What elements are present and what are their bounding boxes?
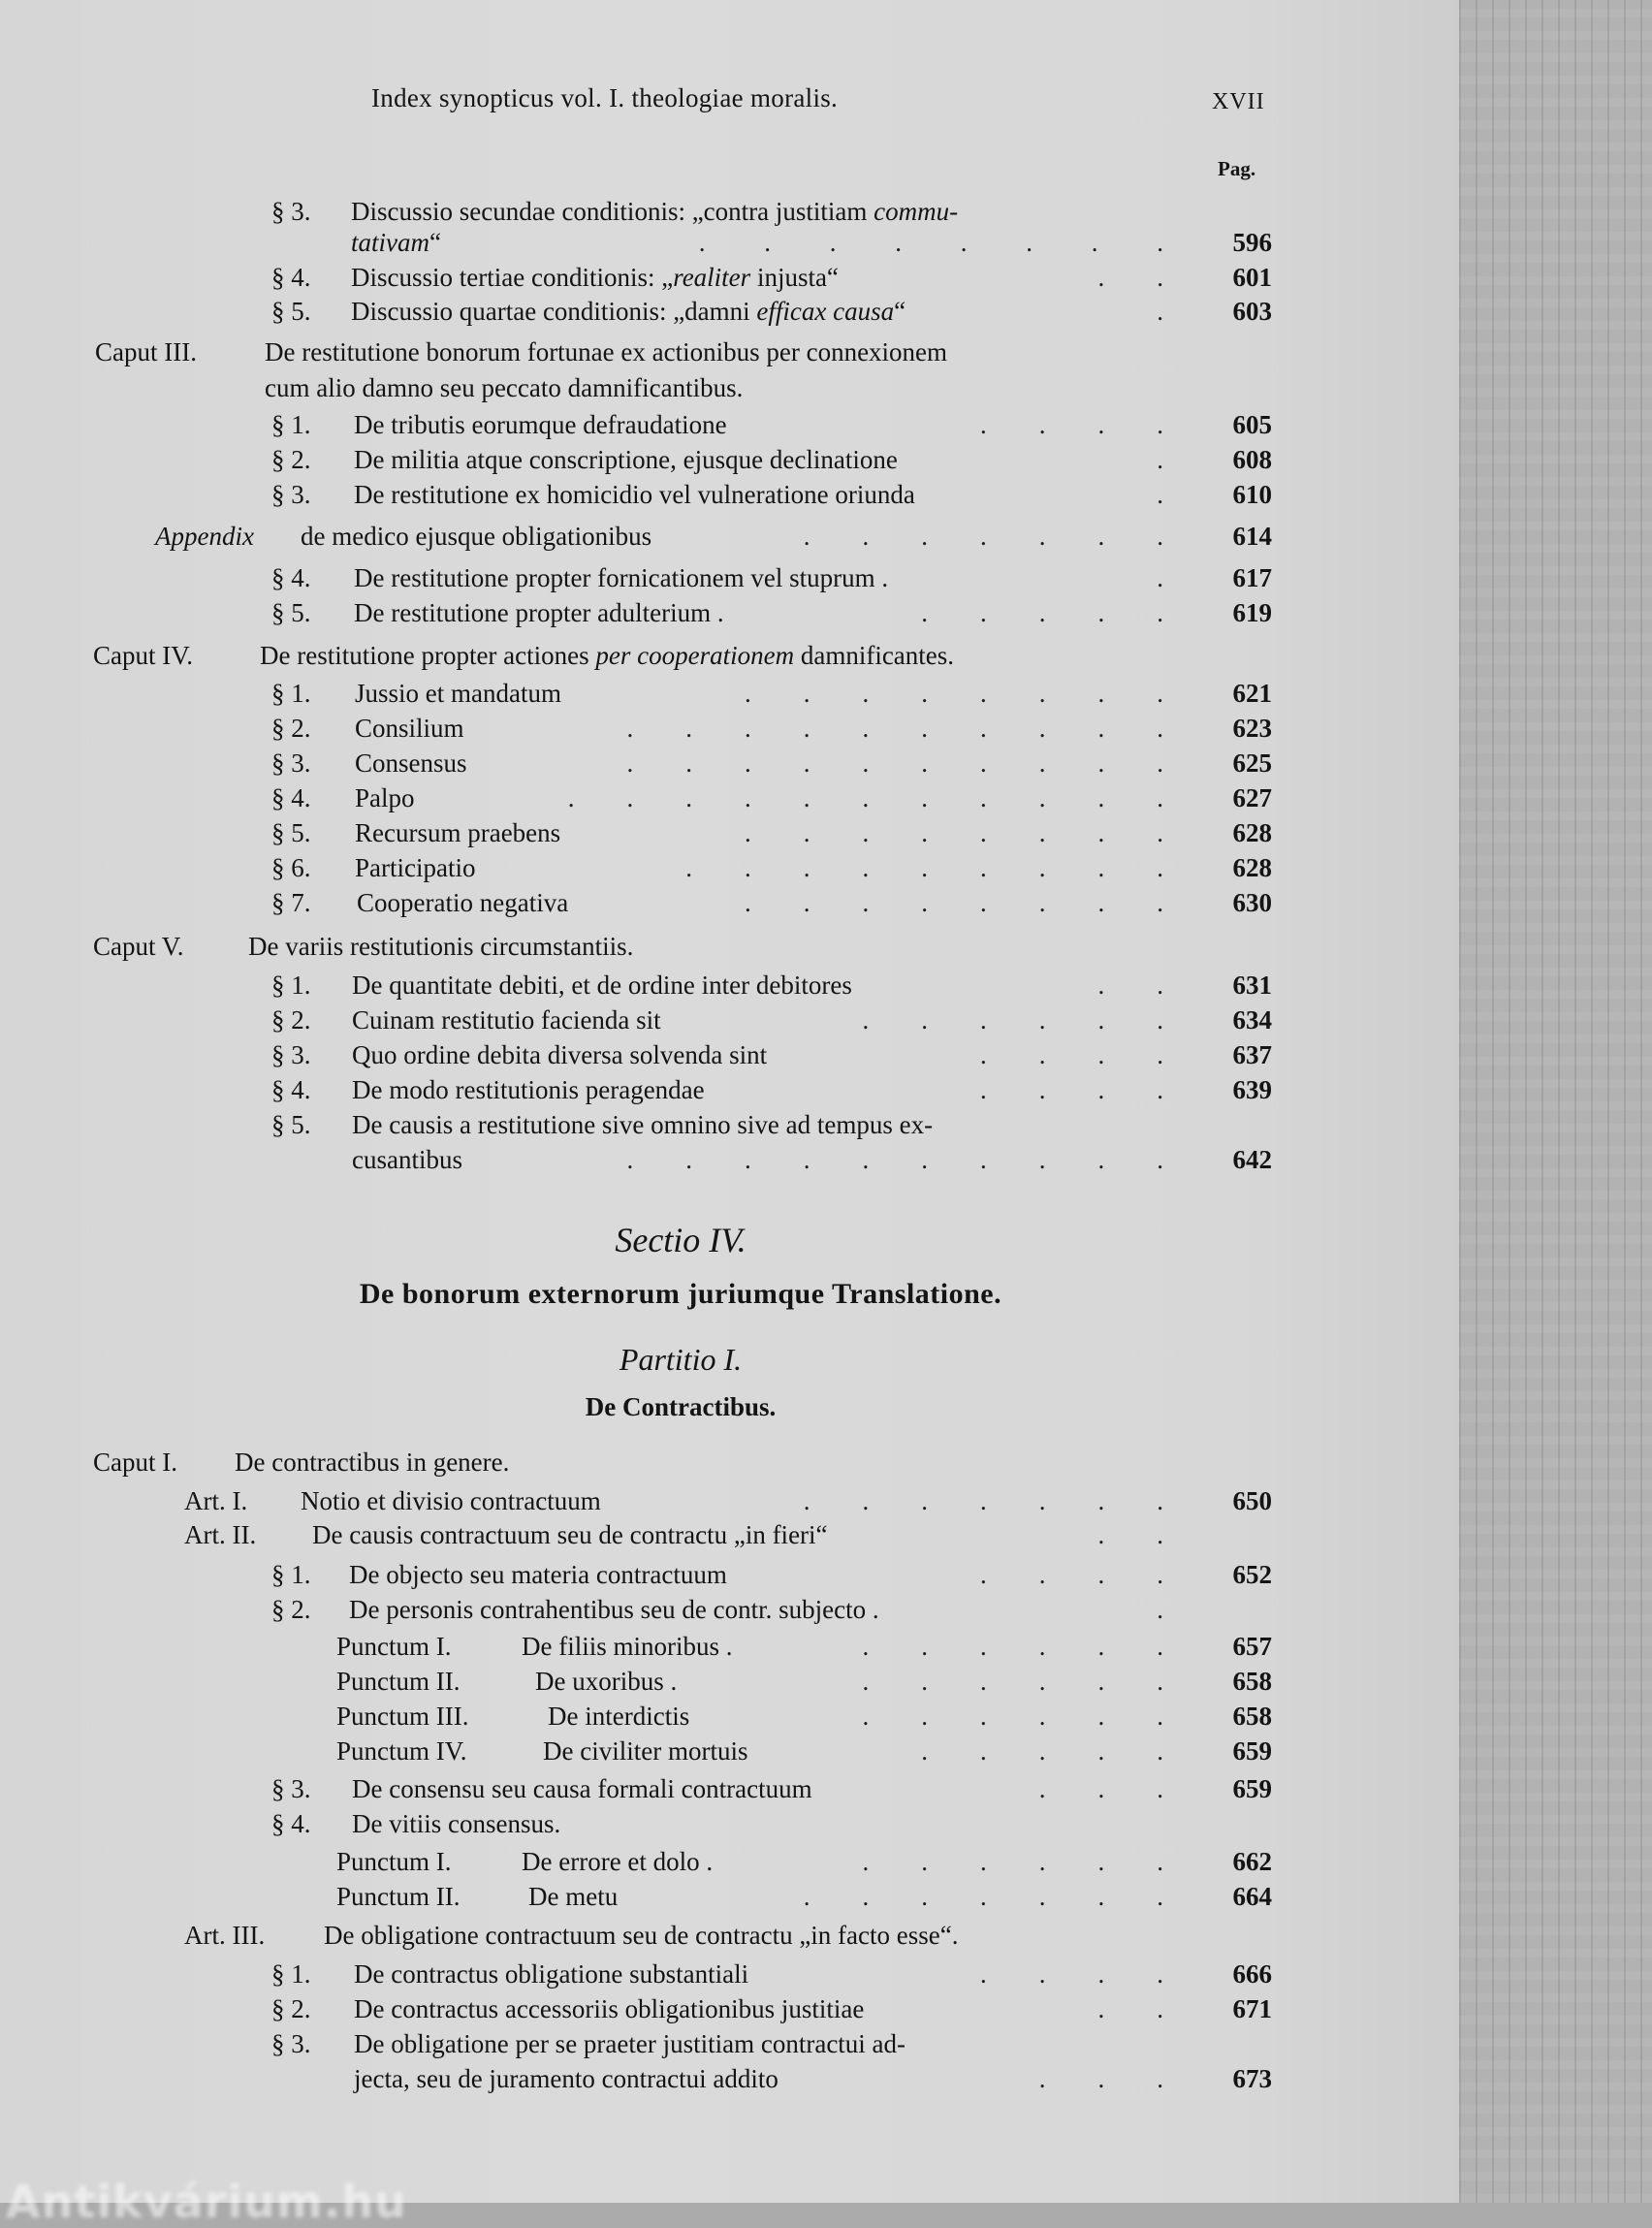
toc-entry — [0, 780, 1280, 815]
toc-page-number: 617 — [1232, 563, 1272, 592]
toc-entry — [0, 1592, 1280, 1627]
leader-dots: . — [1157, 297, 1163, 326]
sectio-title: De bonorum externorum juriumque Translatione. — [359, 1278, 1002, 1310]
toc-entry-title: De restitutione ex homicidio vel vulneratione oriunda — [354, 480, 915, 509]
toc-entry — [0, 1142, 1280, 1177]
toc-entry-title: De restitutione propter actiones per cooperationem damnificantes. — [260, 641, 955, 670]
toc-entry-label: § 2. — [271, 1595, 311, 1624]
toc-entry — [0, 370, 1280, 405]
page-background-backdrop — [1459, 0, 1652, 2203]
toc-entry — [0, 1517, 1280, 1552]
toc-entry — [0, 1806, 1280, 1841]
toc-entry-label: § 3. — [271, 748, 311, 778]
toc-entry — [0, 442, 1280, 477]
toc-entry — [0, 1557, 1280, 1592]
toc-page-number: 662 — [1232, 1847, 1272, 1876]
toc-page-number: 628 — [1232, 818, 1272, 847]
toc-entry-label: Art. I. — [184, 1486, 248, 1515]
toc-entry-title: De tributis eorumque defraudatione — [354, 410, 727, 439]
toc-page-number: 666 — [1232, 1959, 1272, 1989]
leader-dots: . . — [1097, 1994, 1163, 2023]
leader-dots: . . . . . — [921, 1736, 1163, 1766]
leader-dots: . . — [1097, 263, 1163, 292]
toc-entry-title: Palpo — [355, 783, 415, 812]
toc-page-number: 664 — [1232, 1882, 1272, 1911]
toc-entry-title: De obligatione contractuum seu de contractu „in facto esse“. — [324, 1921, 959, 1950]
toc-entry-label: § 4. — [271, 1075, 311, 1104]
leader-dots: . . . . — [980, 1959, 1163, 1989]
toc-entry — [0, 519, 1280, 554]
toc-entry-title: De interdictis — [548, 1702, 690, 1731]
toc-entry-label: § 3. — [271, 1040, 311, 1069]
toc-entry-title: De errore et dolo . — [522, 1847, 714, 1876]
watermark: Antikvárium.hu — [6, 2176, 407, 2228]
toc-entry-label: Punctum I. — [336, 1847, 452, 1876]
toc-page-number: 658 — [1232, 1667, 1272, 1696]
toc-entry-label: Art. II. — [184, 1520, 257, 1549]
leader-dots: . . . — [1038, 2064, 1163, 2093]
leader-dots: . . . . . . . — [803, 1486, 1163, 1515]
toc-entry — [0, 968, 1280, 1003]
toc-entry-label: § 4. — [271, 783, 311, 812]
leader-dots: . . . . . . . . . . — [626, 748, 1163, 778]
leader-dots: . . . . . . . — [803, 522, 1163, 551]
toc-page-number: 637 — [1232, 1040, 1272, 1069]
toc-entry-label: Caput III. — [95, 337, 197, 366]
toc-entry-label: § 7. — [271, 888, 311, 917]
toc-entry-title: De uxoribus . — [535, 1667, 678, 1696]
toc-page-number: 634 — [1232, 1005, 1272, 1034]
toc-entry-title: Cuinam restitutio facienda sit — [352, 1005, 661, 1034]
toc-page-number: 631 — [1232, 971, 1272, 1000]
toc-entry-title: cum alio damno seu peccato damnificantibus. — [265, 373, 744, 402]
toc-page-number: 659 — [1232, 1736, 1272, 1766]
toc-entry — [0, 194, 1280, 229]
leader-dots: . . — [1097, 971, 1163, 1000]
partitio-title: De Contractibus. — [585, 1392, 777, 1421]
toc-entry-label: Punctum II. — [336, 1667, 461, 1696]
toc-entry-label: § 1. — [271, 1560, 311, 1589]
toc-page-number: 658 — [1232, 1702, 1272, 1731]
toc-page-number: 652 — [1232, 1560, 1272, 1589]
toc-page-number: 601 — [1232, 263, 1272, 292]
toc-entry-title: Cooperatio negativa — [357, 888, 569, 917]
toc-entry-title: De filiis minoribus . — [522, 1632, 733, 1661]
toc-entry-title: De restitutione propter fornicationem vel stuprum . — [354, 563, 889, 592]
running-head: Index synopticus vol. I. theologiae moralis. — [371, 83, 839, 112]
toc-entry-label: § 5. — [271, 297, 311, 326]
toc-entry — [0, 1957, 1280, 1991]
toc-entry-label: Caput V. — [93, 932, 184, 961]
leader-dots: . . . . . . — [862, 1667, 1163, 1696]
toc-entry-title: De consensu seu causa formali contractuum — [352, 1774, 812, 1803]
toc-entry-label: Punctum II. — [336, 1882, 461, 1911]
toc-page-number: 628 — [1232, 853, 1272, 882]
leader-dots: . . . . — [980, 1075, 1163, 1104]
toc-page-number: 639 — [1232, 1075, 1272, 1104]
toc-entry-title: De contractus obligatione substantiali — [354, 1959, 749, 1989]
toc-page-number: 625 — [1232, 748, 1272, 778]
toc-entry — [0, 560, 1280, 595]
leader-dots: . . . . . . . . . . — [626, 714, 1163, 743]
toc-entry-title: cusantibus — [352, 1145, 462, 1174]
leader-dots: . — [1157, 563, 1163, 592]
toc-page-number: 659 — [1232, 1774, 1272, 1803]
toc-entry-title: Notio et divisio contractuum — [301, 1486, 601, 1515]
toc-entry-label: Caput IV. — [93, 641, 194, 670]
toc-page-number: 596 — [1232, 228, 1272, 257]
toc-entry-title: jecta, seu de juramento contractui addito — [354, 2064, 778, 2093]
leader-dots: . . . . . . . . . . — [626, 1145, 1163, 1174]
toc-page-number: 623 — [1232, 714, 1272, 743]
toc-entry-label: § 5. — [271, 818, 311, 847]
leader-dots: . . . . — [980, 1560, 1163, 1589]
toc-entry-title: Quo ordine debita diversa solvenda sint — [352, 1040, 768, 1069]
toc-entry — [0, 260, 1280, 295]
leader-dots: . . . . . — [921, 598, 1163, 627]
toc-entry-label: § 3. — [271, 197, 311, 226]
leader-dots: . . . . . . — [862, 1005, 1163, 1034]
toc-entry — [0, 595, 1280, 630]
toc-page-number: 603 — [1232, 297, 1272, 326]
toc-entry-title: Participatio — [355, 853, 476, 882]
toc-page-number: 610 — [1232, 480, 1272, 509]
toc-entry-title: De causis contractuum seu de contractu „in fieri“ — [312, 1520, 828, 1549]
toc-entry-title: Consensus — [355, 748, 467, 778]
leader-dots: . — [1157, 1595, 1163, 1624]
toc-entry — [0, 407, 1280, 442]
toc-entry-title: De contractibus in genere. — [235, 1448, 510, 1477]
toc-entry-label: § 5. — [271, 1110, 311, 1139]
toc-page-number: 673 — [1232, 2064, 1272, 2093]
toc-entry-label: § 1. — [271, 1959, 311, 1989]
leader-dots: . . . . . . . . . — [685, 853, 1163, 882]
toc-entry — [0, 746, 1280, 780]
toc-entry-title: De causis a restitutione sive omnino sive ad tempus ex- — [352, 1110, 934, 1139]
toc-entry-title: Jussio et mandatum — [355, 679, 561, 708]
toc-entry — [0, 2061, 1280, 2096]
toc-page-number: 630 — [1232, 888, 1272, 917]
toc-entry-label: Punctum III. — [336, 1702, 469, 1731]
toc-entry — [0, 1879, 1280, 1914]
leader-dots: . . . . . . — [862, 1632, 1163, 1661]
toc-entry-title: Discussio secundae conditionis: „contra justitiam commu- — [351, 197, 959, 226]
toc-entry — [0, 477, 1280, 512]
toc-entry — [0, 929, 1280, 964]
toc-entry-title: De personis contrahentibus seu de contr. subjecto . — [349, 1595, 879, 1624]
toc-entry — [0, 1037, 1280, 1072]
toc-entry-title: De modo restitutionis peragendae — [352, 1075, 705, 1104]
leader-dots: . . . . — [980, 410, 1163, 439]
toc-page-number: 642 — [1232, 1145, 1272, 1174]
toc-entry-title: De restitutione propter adulterium . — [354, 598, 724, 627]
toc-entry-label: Art. III. — [184, 1921, 266, 1950]
toc-entry-title: De obligatione per se praeter justitiam contractui ad- — [354, 2029, 906, 2058]
toc-entry-title: De civiliter mortuis — [543, 1736, 748, 1766]
leader-dots: . . . . . . . . — [698, 228, 1163, 257]
leader-dots: . . . . . . . . — [745, 888, 1163, 917]
leader-dots: . . . . . . . . . . . — [567, 783, 1163, 812]
toc-entry — [0, 850, 1280, 885]
toc-entry-title: De contractus accessoriis obligationibus justitiae — [354, 1994, 865, 2023]
toc-entry-title: Discussio quartae conditionis: „damni efficax causa“ — [351, 297, 906, 326]
toc-entry — [0, 1991, 1280, 2026]
toc-entry-label: § 4. — [271, 563, 311, 592]
toc-entry — [0, 334, 1280, 369]
toc-entry — [0, 1844, 1280, 1879]
leader-dots: . . . . . . . . — [745, 818, 1163, 847]
toc-entry-title: De metu — [528, 1882, 619, 1911]
toc-page-number: 619 — [1232, 598, 1272, 627]
toc-page-number: 650 — [1232, 1486, 1272, 1515]
toc-entry — [0, 1771, 1280, 1806]
toc-entry-label: § 1. — [271, 679, 311, 708]
toc-entry — [0, 1734, 1280, 1768]
toc-entry — [0, 1629, 1280, 1664]
toc-page-number: 605 — [1232, 410, 1272, 439]
page-column-label: Pag. — [1218, 157, 1256, 180]
toc-entry-title: De objecto seu materia contractuum — [349, 1560, 727, 1589]
toc-entry-label: § 2. — [271, 714, 311, 743]
toc-entry — [0, 1918, 1280, 1953]
toc-entry-label: § 5. — [271, 598, 311, 627]
toc-entry-title: De vitiis consensus. — [352, 1809, 561, 1838]
toc-entry — [0, 1699, 1280, 1734]
toc-entry — [0, 1483, 1280, 1518]
toc-entry-label: § 3. — [271, 480, 311, 509]
toc-entry-label: Punctum IV. — [336, 1736, 467, 1766]
toc-entry — [0, 676, 1280, 711]
leader-dots: . . . . . . — [862, 1847, 1163, 1876]
toc-entry — [0, 711, 1280, 746]
toc-entry — [0, 225, 1280, 260]
toc-entry-label: § 6. — [271, 853, 311, 882]
toc-entry — [0, 1664, 1280, 1699]
toc-entry-title: Discussio tertiae conditionis: „realiter injusta“ — [351, 263, 839, 292]
toc-entry-title: Recursum praebens — [355, 818, 561, 847]
toc-entry-label: § 1. — [271, 410, 311, 439]
toc-entry — [0, 294, 1280, 329]
folio-number: XVII — [1212, 89, 1265, 114]
toc-entry — [0, 815, 1280, 850]
toc-entry — [0, 1072, 1280, 1107]
leader-dots: . . . — [1038, 1774, 1163, 1803]
leader-dots: . . . . — [980, 1040, 1163, 1069]
toc-entry — [0, 638, 1280, 673]
leader-dots: . — [1157, 480, 1163, 509]
leader-dots: . . . . . . — [862, 1702, 1163, 1731]
leader-dots: . . . . . . . . — [745, 679, 1163, 708]
leader-dots: . . — [1097, 1520, 1163, 1549]
toc-page-number: 621 — [1232, 679, 1272, 708]
toc-entry-title: De quantitate debiti, et de ordine inter debitores — [352, 971, 852, 1000]
toc-entry-title: De restitutione bonorum fortunae ex actionibus per connexionem — [265, 337, 948, 366]
toc-entry-label: Caput I. — [93, 1448, 177, 1477]
toc-page-number: 627 — [1232, 783, 1272, 812]
toc-entry-title: tativam“ — [351, 228, 441, 257]
toc-entry — [0, 1445, 1280, 1480]
toc-entry-label: § 1. — [271, 971, 311, 1000]
toc-entry-label: Punctum I. — [336, 1632, 452, 1661]
toc-entry-label: Appendix — [155, 522, 254, 551]
toc-entry — [0, 1003, 1280, 1037]
toc-entry-label: § 2. — [271, 445, 311, 474]
toc-entry-label: § 3. — [271, 2029, 311, 2058]
toc-entry — [0, 1107, 1280, 1142]
toc-entry-title: Consilium — [355, 714, 464, 743]
toc-entry — [0, 2026, 1280, 2061]
toc-entry-label: § 2. — [271, 1005, 311, 1034]
toc-page-number: 657 — [1232, 1632, 1272, 1661]
toc-entry-label: § 2. — [271, 1994, 311, 2023]
toc-page-number: 614 — [1232, 522, 1272, 551]
toc-entry-label: § 3. — [271, 1774, 311, 1803]
toc-page-number: 671 — [1232, 1994, 1272, 2023]
leader-dots: . . . . . . . — [803, 1882, 1163, 1911]
toc-entry — [0, 885, 1280, 920]
leader-dots: . — [1157, 445, 1163, 474]
toc-entry-title: De militia atque conscriptione, ejusque declinatione — [354, 445, 898, 474]
toc-entry-label: § 4. — [271, 1809, 311, 1838]
toc-page-number: 608 — [1232, 445, 1272, 474]
toc-entry-title: De variis restitutionis circumstantiis. — [248, 932, 634, 961]
toc-entry-title: de medico ejusque obligationibus — [301, 522, 652, 551]
sectio-heading: Sectio IV. — [615, 1221, 747, 1259]
toc-entry-label: § 4. — [271, 263, 311, 292]
partitio-heading: Partitio I. — [619, 1342, 743, 1377]
